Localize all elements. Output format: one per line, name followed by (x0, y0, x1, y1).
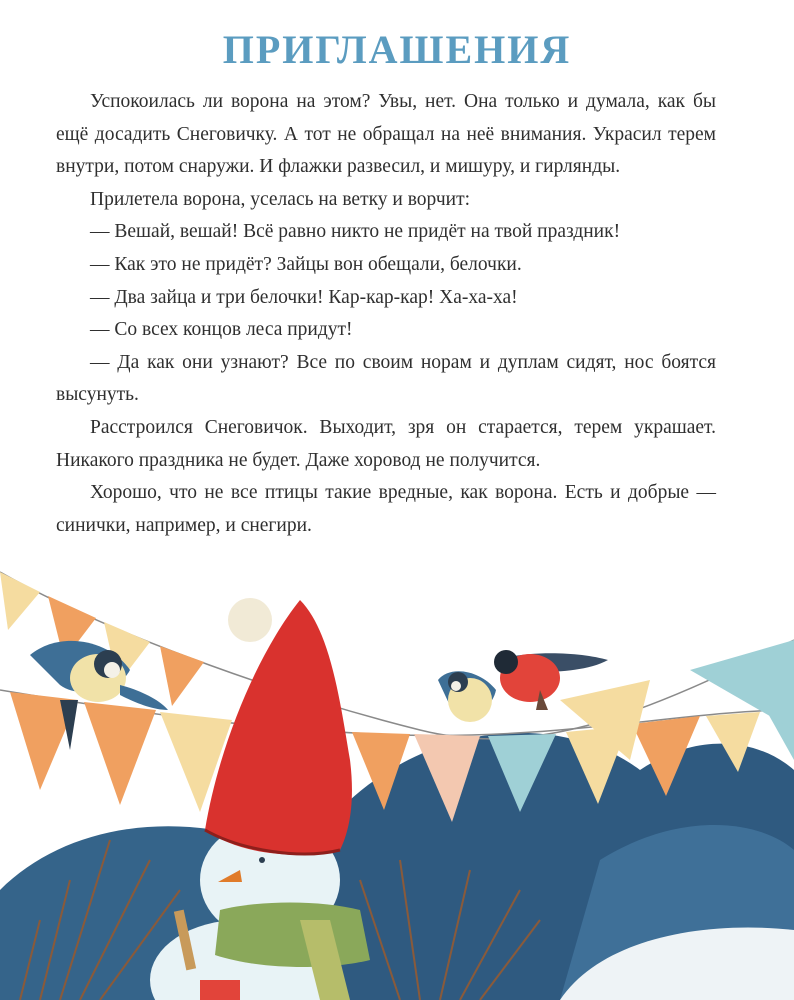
paragraph: Хорошо, что не все птицы такие вредные, как ворона. Есть и добрые — синички, например, и снегири. (56, 482, 716, 536)
dialogue-line: — Вешай, вешай! Всё равно никто не придёт на твой праздник! (90, 221, 621, 243)
dialogue-line: — Как это не придёт? Зайцы вон обещали, белочки. (90, 253, 522, 275)
story-text (56, 86, 716, 542)
paragraph: Прилетела ворона, уселась на ветку и ворчит: (90, 188, 471, 210)
dialogue-line: — Со всех концов леса придут! (90, 319, 353, 341)
dialogue-line: — Да как они узнают? Все по своим норам и дуплам сидят, нос боятся высунуть. (56, 351, 716, 406)
bird-tit-right (438, 671, 496, 722)
paragraph: Успокоилась ли ворона на этом? Увы, нет. Она только и думала, как бы ещё досадить Снеговичку. А тот не обращал на неё внимания. Украсил терем внутри, потом снаружи. И флажки развесил, и мишуру, и гирлянды. (56, 91, 716, 178)
winter-illustration (0, 560, 794, 1000)
paragraph: Расстроился Снеговичок. Выходит, зря он старается, терем украшает. Никакого праздника не будет. Даже хоровод не получится. (56, 416, 716, 471)
page-title: ПРИГЛАШЕНИЯ (222, 27, 572, 72)
dialogue-line: — Два зайца и три белочки! Кар-кар-кар! Ха-ха-ха! (90, 286, 518, 308)
